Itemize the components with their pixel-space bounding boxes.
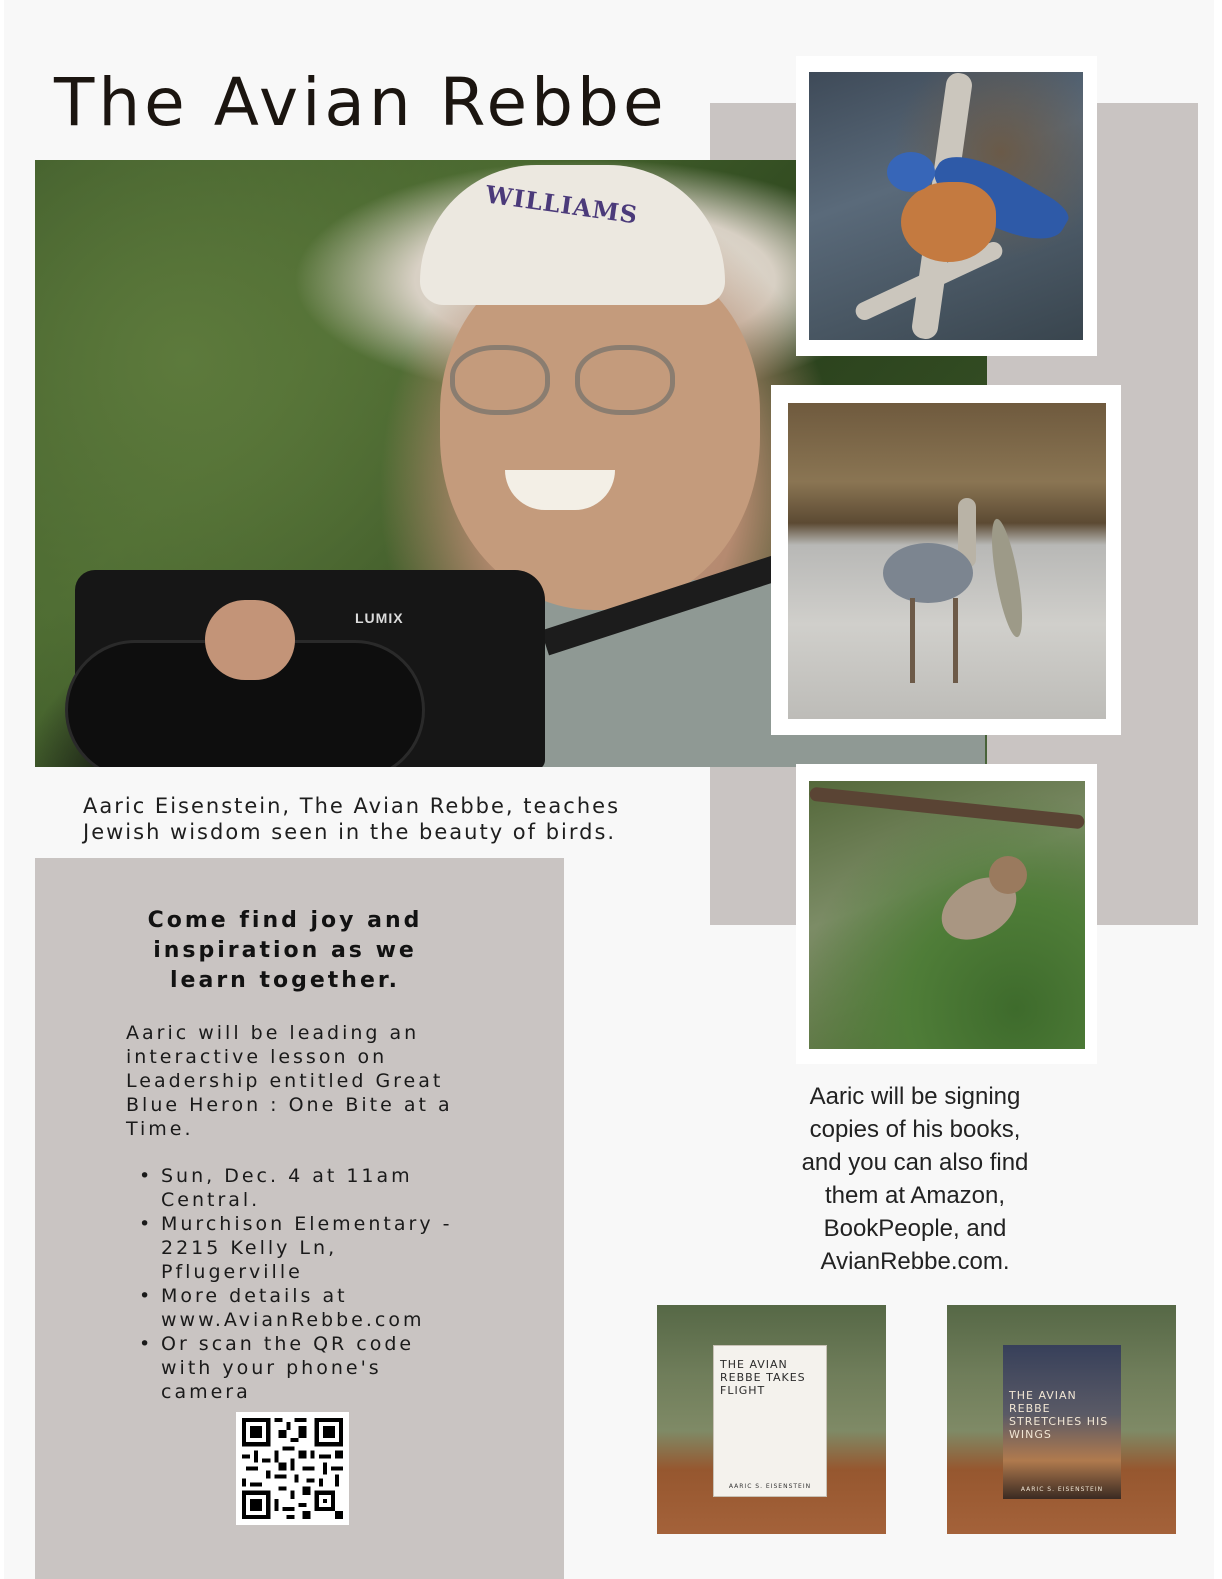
qr-code-icon — [242, 1418, 343, 1519]
event-details-list — [161, 1164, 471, 1404]
book-title: THE AVIAN REBBE TAKES FLIGHT — [720, 1358, 806, 1397]
glasses-right-lens — [575, 345, 675, 415]
baseball-cap — [420, 165, 725, 305]
cap-logo-text: WILLIAMS — [483, 179, 640, 230]
book-signing-text: Aaric will be signing copies of his books, and you can also find them at Amazon, BookPeople, and AvianRebbe.com. — [801, 1083, 1029, 1275]
book-author: AARIC S. EISENSTEIN — [1020, 1486, 1104, 1493]
hand — [205, 600, 295, 680]
book-photo-takes-flight — [657, 1305, 886, 1534]
page-title: The Avian Rebbe — [54, 64, 668, 141]
photo-caption: Aaric Eisenstein, The Avian Rebbe, teaches Jewish wisdom seen in the beauty of birds. — [83, 794, 621, 844]
photo-frame-waxwing — [796, 764, 1097, 1064]
list-item: • More details at www.AvianRebbe.com — [161, 1284, 471, 1332]
photo-frame-bluebird — [796, 56, 1097, 356]
glasses-left-lens — [450, 345, 550, 415]
list-item: • Sun, Dec. 4 at 11am Central. — [161, 1164, 471, 1212]
event-description: Aaric will be leading an interactive lesson on Leadership entitled Great Blue Heron : One Bite at a Time. — [126, 1022, 453, 1140]
event-heading: Come find joy and inspiration as we learn together. — [147, 908, 423, 993]
list-item: • Or scan the QR code with your phone's camera — [161, 1332, 471, 1404]
book-cover — [713, 1345, 827, 1497]
heron-photo — [788, 403, 1106, 719]
bluebird-head — [887, 152, 935, 192]
heron-body — [883, 543, 973, 603]
book-cover — [1003, 1345, 1121, 1499]
qr-code[interactable] — [236, 1412, 349, 1525]
book-author: AARIC S. EISENSTEIN — [728, 1483, 812, 1490]
waxwing-photo — [809, 781, 1085, 1049]
heron-leg — [953, 598, 958, 683]
fish — [986, 517, 1029, 639]
list-item: • Murchison Elementary - 2215 Kelly Ln, Pflugerville — [161, 1212, 471, 1284]
waxwing-head — [989, 856, 1027, 894]
book-title: THE AVIAN REBBE STRETCHES HIS WINGS — [1009, 1389, 1109, 1441]
camera-brand-label: LUMIX — [355, 610, 404, 626]
book-photo-stretches-his-wings — [947, 1305, 1176, 1534]
photo-frame-heron — [771, 385, 1121, 735]
branch — [809, 787, 1085, 830]
bluebird-breast — [901, 182, 996, 262]
bluebird-photo — [809, 72, 1083, 340]
heron-leg — [910, 598, 915, 683]
